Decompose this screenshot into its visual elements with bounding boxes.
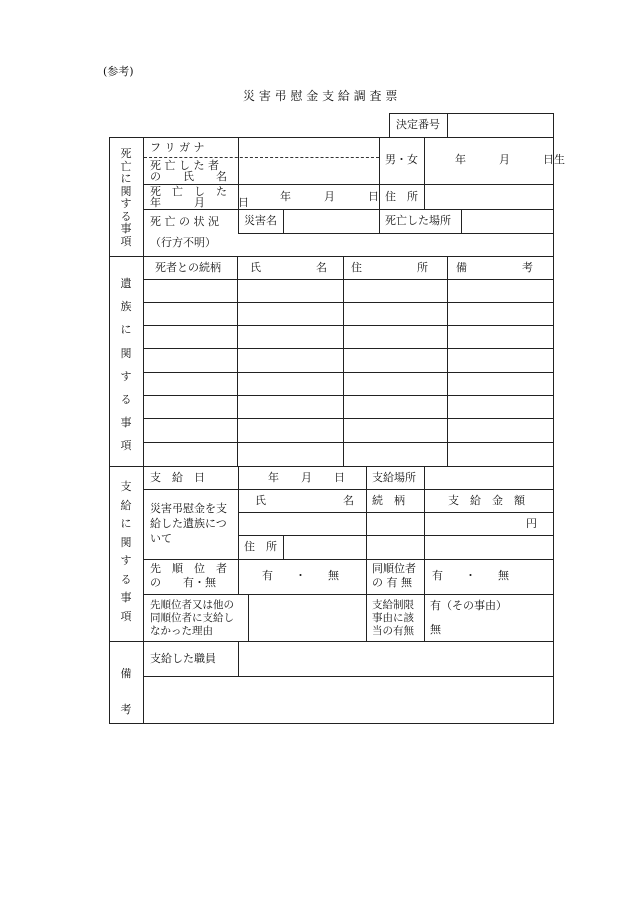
- staff-field[interactable]: [239, 642, 552, 675]
- col-note: 備 考: [456, 261, 533, 274]
- same-rank-option[interactable]: 有 ・ 無: [432, 569, 509, 582]
- birth-date-field[interactable]: 年 月 日生: [455, 153, 565, 166]
- family-section-label: 遺 族 に 関 す る 事 項: [120, 277, 132, 453]
- reference-label: (参考): [103, 65, 134, 78]
- deceased-name-label-2: の 氏 名: [150, 170, 227, 183]
- address-field[interactable]: [425, 185, 552, 208]
- recipient-label-2: 給した遺族につ: [150, 517, 227, 530]
- col-name: 氏 名: [250, 261, 327, 274]
- disaster-name-field[interactable]: [284, 210, 378, 232]
- payment-section-label: 支 給 に 関 す る 事 項: [120, 480, 132, 623]
- remarks-field[interactable]: [144, 677, 552, 722]
- prior-rank-option[interactable]: 有 ・ 無: [262, 569, 339, 582]
- disaster-name-label: 災害名: [244, 214, 277, 227]
- limit-label-2: 事由に該: [372, 612, 414, 624]
- recipient-address-label: 住 所: [244, 540, 277, 553]
- pay-place-field[interactable]: [425, 467, 552, 488]
- prior-rank-label-2: の 有・無: [150, 576, 216, 589]
- prior-rank-label-1: 先 順 位 者: [150, 562, 227, 575]
- limit-yes-option[interactable]: 有（その事由）: [430, 599, 507, 612]
- amount-yen[interactable]: 円: [526, 517, 537, 530]
- reason-field[interactable]: [249, 595, 365, 640]
- recipient-relation-field[interactable]: [367, 513, 423, 534]
- deceased-name-label-1: 死 亡 し た 者: [150, 159, 219, 172]
- limit-no-option[interactable]: 無: [430, 623, 441, 636]
- pay-date-label: 支 給 日: [150, 471, 205, 484]
- gender-option[interactable]: 男・女: [385, 153, 418, 166]
- recipient-relation-header: 続 柄: [372, 494, 405, 507]
- death-place-field[interactable]: [462, 210, 552, 232]
- death-date-label-1: 死 亡 し た: [150, 185, 227, 198]
- address-label: 住 所: [385, 190, 418, 203]
- furigana-label: フ リ ガ ナ: [150, 141, 205, 154]
- same-rank-label-2: の 有 無: [372, 576, 412, 589]
- amount-header: 支 給 金 額: [448, 494, 525, 507]
- col-address: 住 所: [351, 261, 428, 274]
- reason-label-2: 同順位者に支給し: [150, 612, 234, 624]
- limit-label-3: 当の有無: [372, 625, 414, 637]
- deceased-name-field[interactable]: [239, 158, 378, 183]
- decision-number-label: 決定番号: [396, 118, 440, 131]
- col-relation: 死者との続柄: [155, 261, 221, 274]
- limit-label-1: 支給制限: [372, 599, 414, 611]
- missing-detail-field[interactable]: [239, 234, 552, 255]
- reason-label-1: 先順位者又は他の: [150, 599, 234, 611]
- decision-number-field[interactable]: [448, 114, 552, 136]
- form-title: 災 害 弔 慰 金 支 給 調 査 票: [243, 89, 398, 103]
- death-status-label: 死 亡 の 状 況: [150, 215, 219, 228]
- death-section-label: 死 亡 に 関 す る 事 項: [120, 147, 132, 248]
- recipient-name-header: 氏 名: [255, 494, 354, 507]
- death-date-label-2: 年 月 日: [150, 196, 249, 209]
- death-date-field[interactable]: 年 月 日: [280, 190, 379, 203]
- recipient-name-field[interactable]: [239, 513, 365, 534]
- missing-label: （行方不明）: [150, 236, 216, 249]
- recipient-label-1: 災害弔慰金を支: [150, 502, 227, 515]
- recipient-label-3: いて: [150, 532, 172, 545]
- reason-label-3: なかった理由: [150, 625, 213, 637]
- death-place-label: 死亡した場所: [385, 214, 451, 227]
- staff-label: 支給した職員: [150, 652, 216, 665]
- pay-date-field[interactable]: 年 月 日: [268, 471, 345, 484]
- remarks-section-label: 備 考: [120, 667, 132, 716]
- same-rank-label-1: 同順位者: [372, 562, 416, 575]
- recipient-address-field[interactable]: [284, 536, 552, 558]
- pay-place-label: 支給場所: [372, 471, 416, 484]
- furigana-field[interactable]: [239, 138, 378, 156]
